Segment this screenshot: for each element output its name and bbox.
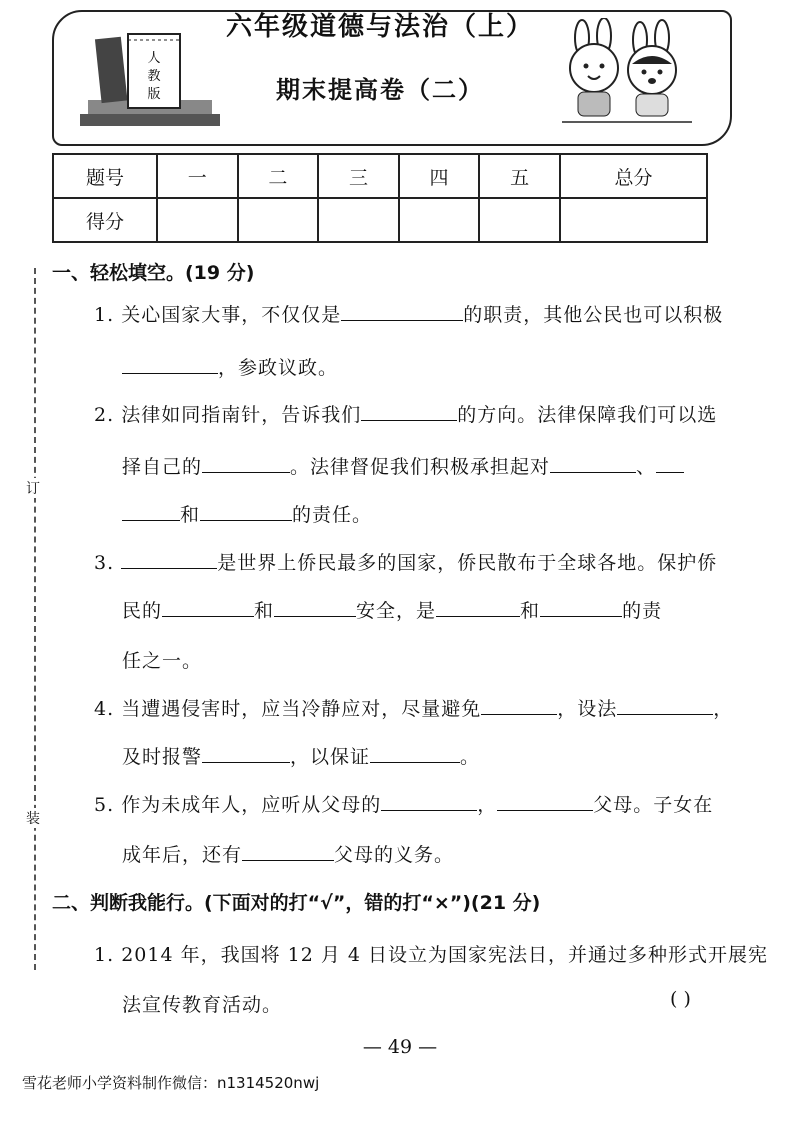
score-input-cell[interactable] bbox=[157, 198, 238, 242]
question-number: 2. bbox=[94, 404, 115, 426]
answer-blank[interactable] bbox=[540, 598, 622, 617]
footer-watermark: 雪花老师小学资料制作微信：n1314520nwj bbox=[22, 1074, 320, 1092]
score-table-row-score bbox=[53, 198, 707, 242]
question-line bbox=[122, 840, 454, 867]
question-line bbox=[94, 300, 723, 327]
question-text: 法宣传教育活动。 bbox=[122, 994, 283, 1016]
question-text: 当遭遇侵害时，应当冷静应对，尽量避免 bbox=[121, 698, 482, 720]
question-text: 2014 年，我国将 12 月 4 日设立为国家宪法日，并通过多种形式开展宪 bbox=[121, 944, 769, 966]
question-line bbox=[94, 790, 713, 817]
question-text: 父母。子女在 bbox=[593, 794, 714, 816]
answer-blank[interactable] bbox=[381, 792, 477, 811]
answer-blank[interactable] bbox=[122, 502, 180, 521]
question-line bbox=[122, 353, 338, 380]
score-input-cell[interactable] bbox=[479, 198, 560, 242]
binding-mark: 装 bbox=[26, 808, 40, 828]
question-text: 作为未成年人，应听从父母的 bbox=[121, 794, 382, 816]
page-title: 六年级道德与法治（上） bbox=[225, 12, 534, 42]
question-text: 及时报警 bbox=[122, 746, 203, 768]
score-table-cell: 题号 bbox=[53, 154, 157, 198]
question-text: 的责 bbox=[622, 600, 663, 622]
question-text: 。 bbox=[460, 746, 481, 768]
answer-blank[interactable] bbox=[617, 696, 713, 715]
question-text: ，参政议政。 bbox=[218, 357, 339, 379]
question-line bbox=[94, 548, 717, 575]
score-table-cell: 四 bbox=[399, 154, 480, 198]
answer-blank[interactable] bbox=[436, 598, 520, 617]
question-text: 是世界上侨民最多的国家，侨民散布于全球各地。保护侨 bbox=[217, 552, 718, 574]
score-table-cell: 三 bbox=[318, 154, 399, 198]
question-line bbox=[122, 500, 372, 527]
page-number: — 49 — bbox=[362, 1036, 438, 1058]
answer-blank[interactable] bbox=[162, 598, 254, 617]
question-line bbox=[94, 940, 768, 967]
book-label-3: 版 bbox=[147, 87, 161, 102]
question-text: 的责任。 bbox=[292, 504, 373, 526]
question-number: 1. bbox=[94, 944, 115, 966]
answer-blank[interactable] bbox=[370, 744, 460, 763]
answer-blank[interactable] bbox=[497, 792, 593, 811]
question-text: 、 bbox=[636, 456, 657, 478]
answer-blank[interactable] bbox=[200, 502, 292, 521]
answer-blank[interactable] bbox=[121, 550, 217, 569]
question-text: 任之一。 bbox=[122, 650, 203, 672]
question-text: 成年后，还有 bbox=[122, 844, 243, 866]
score-table-cell: 一 bbox=[157, 154, 238, 198]
answer-blank[interactable] bbox=[341, 302, 463, 321]
question-line bbox=[94, 400, 717, 427]
question-number: 4. bbox=[94, 698, 115, 720]
book-label-1: 人 bbox=[147, 51, 161, 66]
question-text: ， bbox=[713, 698, 734, 720]
question-text: 择自己的 bbox=[122, 456, 203, 478]
answer-blank[interactable] bbox=[122, 355, 218, 374]
question-text: 关心国家大事，不仅仅是 bbox=[121, 304, 342, 326]
score-input-cell[interactable] bbox=[399, 198, 480, 242]
section-heading: 二、判断我能行。(下面对的打“√”，错的打“×”)(21 分) bbox=[52, 892, 541, 914]
book-illustration bbox=[70, 28, 230, 140]
score-input-cell[interactable] bbox=[238, 198, 319, 242]
question-number: 3. bbox=[94, 552, 115, 574]
question-text: ，设法 bbox=[557, 698, 618, 720]
question-line bbox=[94, 694, 733, 721]
question-text: 安全，是 bbox=[356, 600, 437, 622]
question-text: 的方向。法律保障我们可以选 bbox=[457, 404, 718, 426]
score-input-cell[interactable] bbox=[560, 198, 707, 242]
question-number: 5. bbox=[94, 794, 115, 816]
answer-blank[interactable] bbox=[202, 744, 290, 763]
score-table-row-header bbox=[53, 154, 707, 198]
score-table-cell: 总分 bbox=[560, 154, 707, 198]
question-line bbox=[122, 742, 480, 769]
question-line bbox=[122, 452, 684, 479]
answer-blank[interactable] bbox=[202, 454, 290, 473]
question-text: 。法律督促我们积极承担起对 bbox=[290, 456, 551, 478]
question-text: 和 bbox=[254, 600, 275, 622]
answer-parentheses[interactable]: ( ) bbox=[670, 988, 691, 1010]
answer-blank[interactable] bbox=[550, 454, 636, 473]
answer-blank[interactable] bbox=[481, 696, 557, 715]
section-heading: 一、轻松填空。(19 分) bbox=[52, 262, 255, 284]
question-text: 的职责，其他公民也可以积极 bbox=[463, 304, 724, 326]
score-table-cell: 得分 bbox=[53, 198, 157, 242]
question-number: 1. bbox=[94, 304, 115, 326]
children-illustration bbox=[552, 18, 702, 128]
answer-blank[interactable] bbox=[361, 402, 457, 421]
score-table bbox=[52, 153, 708, 243]
question-text: 父母的义务。 bbox=[334, 844, 455, 866]
question-line bbox=[122, 596, 662, 623]
book-label-2: 教 bbox=[147, 69, 161, 84]
question-text: ， bbox=[477, 794, 498, 816]
question-text: 法律如同指南针，告诉我们 bbox=[121, 404, 362, 426]
score-input-cell[interactable] bbox=[318, 198, 399, 242]
answer-blank[interactable] bbox=[242, 842, 334, 861]
binding-line bbox=[34, 268, 36, 970]
question-line bbox=[122, 646, 202, 673]
question-line bbox=[122, 990, 282, 1017]
question-text: 和 bbox=[520, 600, 541, 622]
answer-blank[interactable] bbox=[656, 454, 684, 473]
question-text: 和 bbox=[180, 504, 201, 526]
question-text: ，以保证 bbox=[290, 746, 371, 768]
page-subtitle: 期末提高卷（二） bbox=[276, 76, 484, 104]
question-text: 民的 bbox=[122, 600, 163, 622]
answer-blank[interactable] bbox=[274, 598, 356, 617]
score-table-cell: 五 bbox=[479, 154, 560, 198]
score-table-cell: 二 bbox=[238, 154, 319, 198]
binding-mark: 订 bbox=[26, 478, 40, 498]
